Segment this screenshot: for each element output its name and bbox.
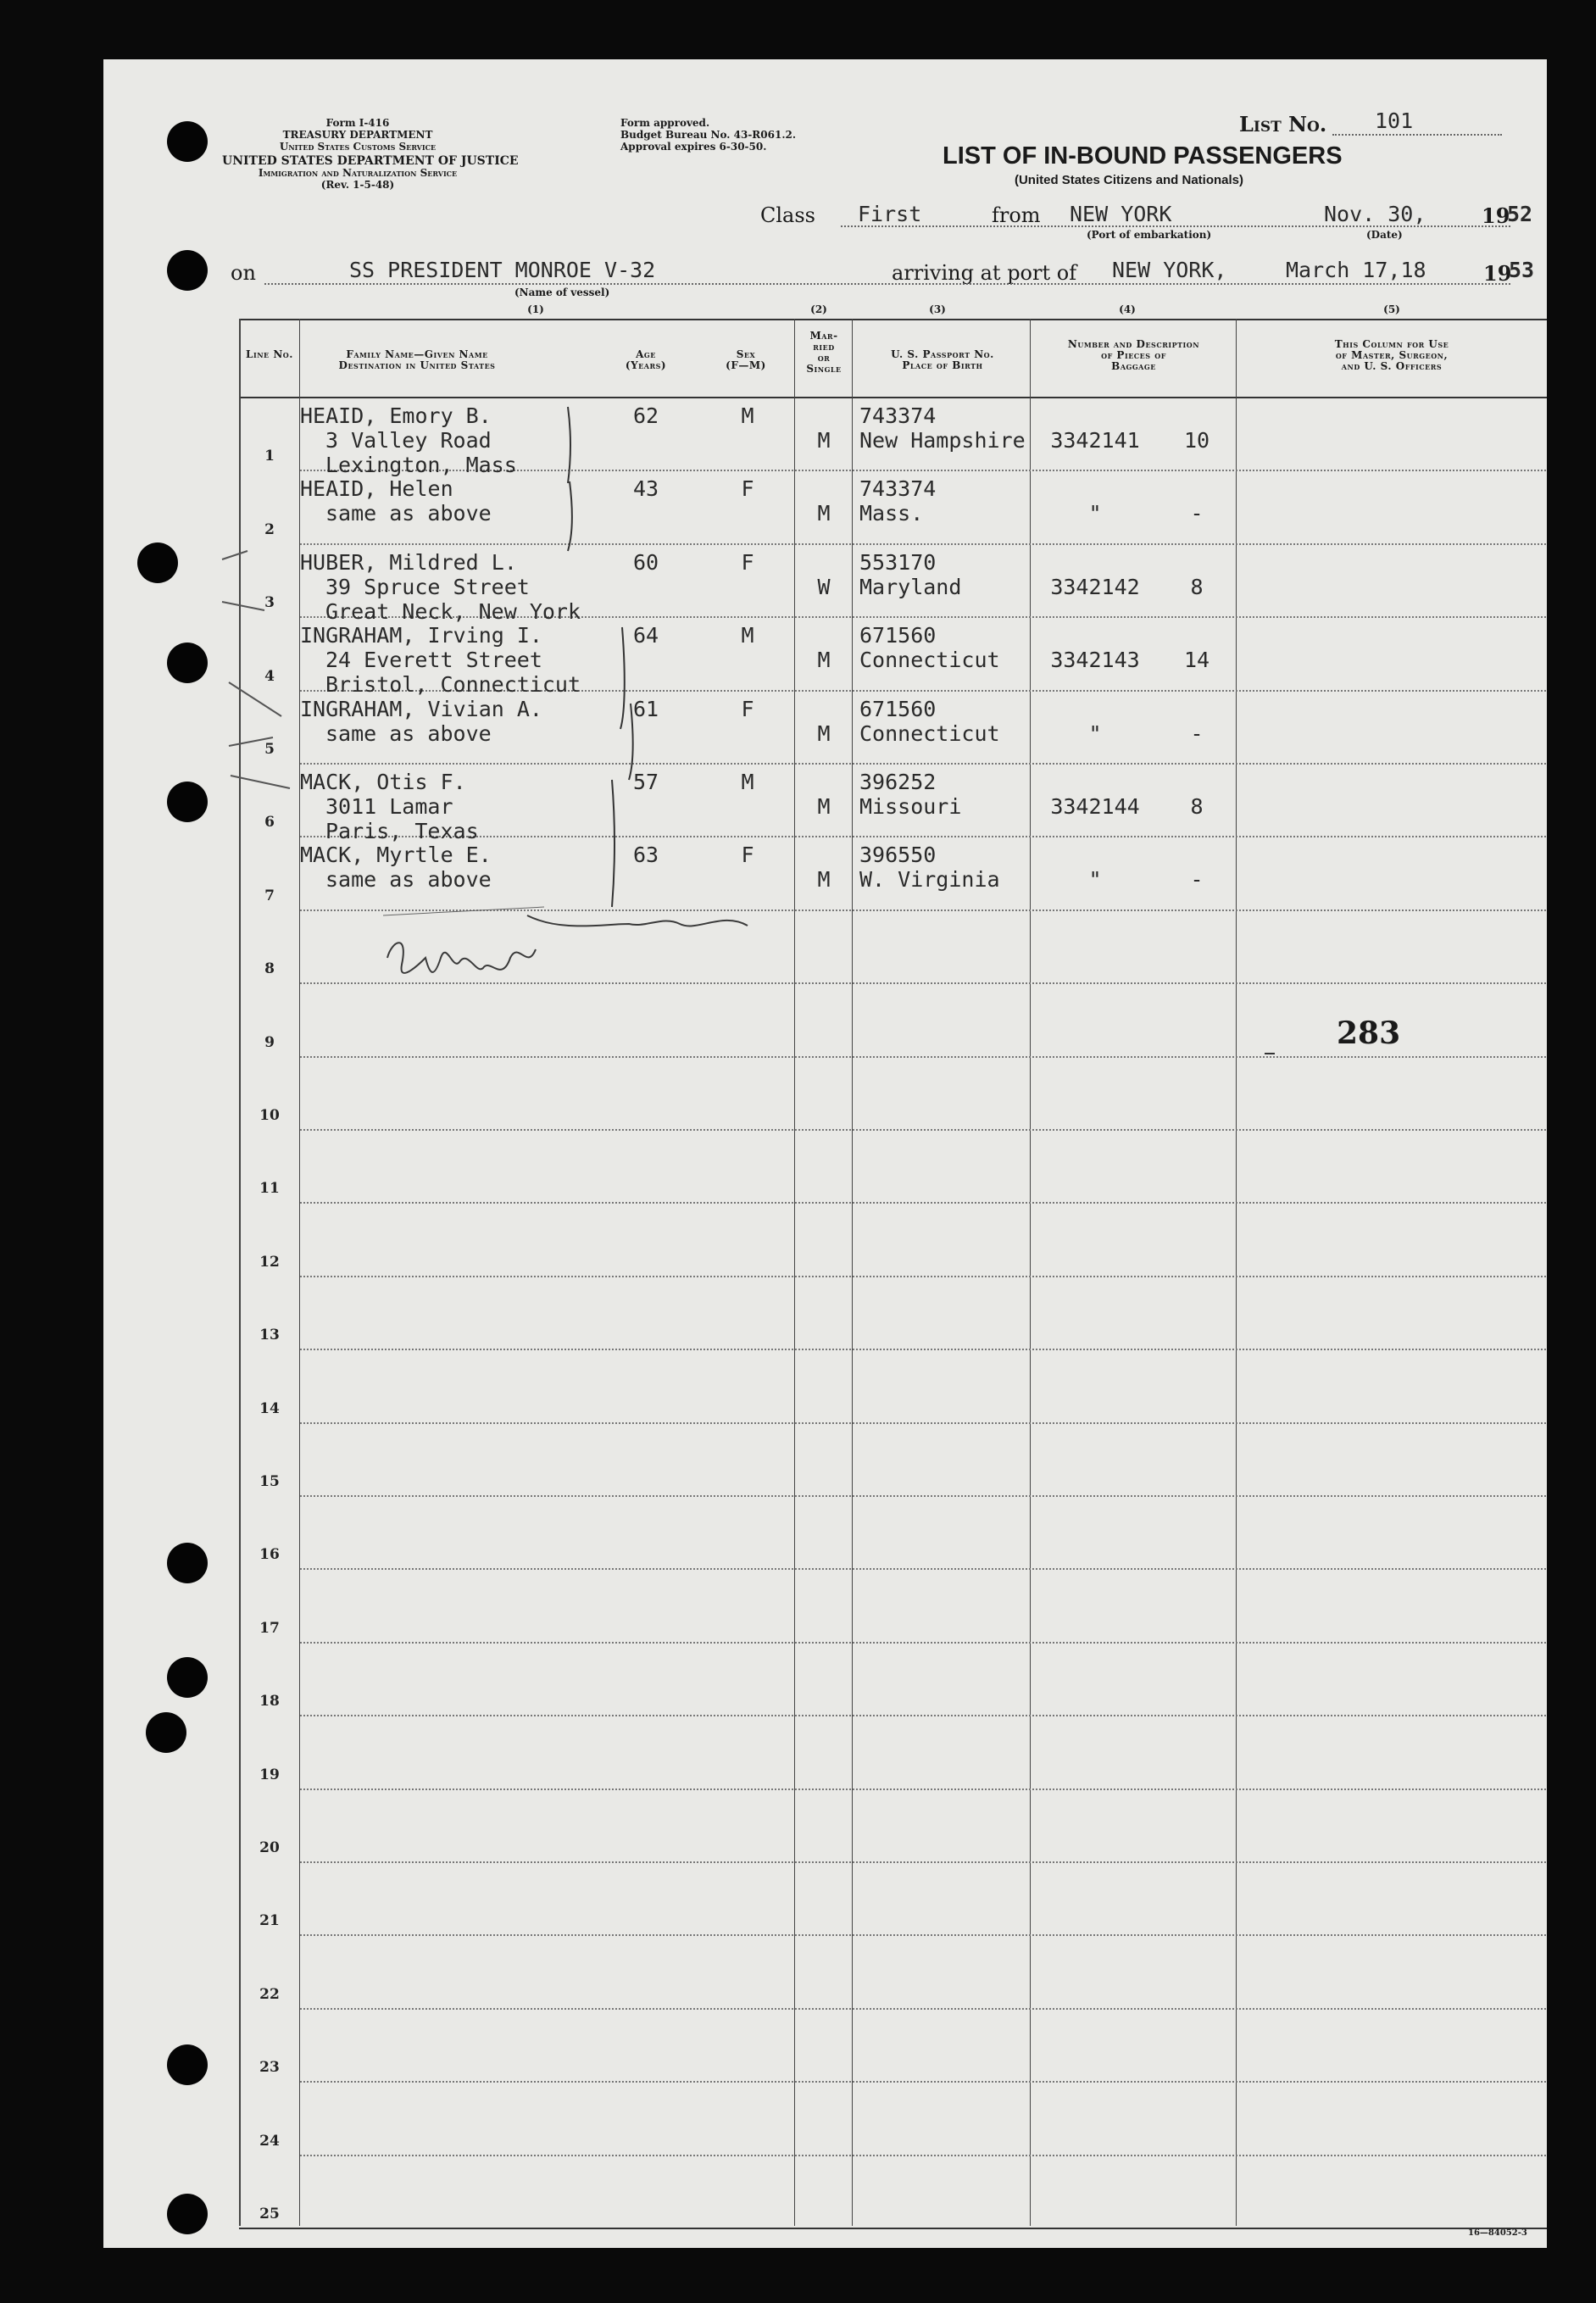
birthplace: Connecticut bbox=[859, 720, 1000, 746]
line-number: 9 bbox=[264, 1033, 275, 1051]
sailing-date: Nov. 30, bbox=[1324, 202, 1426, 226]
passenger-age: 57 bbox=[632, 770, 659, 794]
passenger-name: INGRAHAM, Vivian A. bbox=[300, 696, 542, 721]
baggage-number: 3342142 bbox=[1050, 574, 1140, 599]
baggage-pieces: 8 bbox=[1190, 794, 1204, 819]
passenger-age: 63 bbox=[632, 843, 659, 868]
col-header-line-no: Line No. bbox=[246, 348, 293, 360]
col-num-1: (1) bbox=[527, 303, 544, 315]
vessel-name: SS PRESIDENT MONROE V-32 bbox=[349, 258, 656, 282]
class-value: First bbox=[858, 202, 922, 226]
class-label: Class bbox=[760, 203, 815, 227]
line-number: 15 bbox=[259, 1473, 280, 1490]
passenger-sex: M bbox=[741, 623, 754, 648]
line-number: 14 bbox=[259, 1399, 280, 1417]
birthplace: Maryland bbox=[859, 574, 962, 599]
birthplace: W. Virginia bbox=[859, 867, 1000, 893]
on-label: on bbox=[231, 261, 256, 285]
baggage-pieces: - bbox=[1190, 867, 1204, 893]
handwritten-marks bbox=[103, 59, 1547, 2248]
col-num-4: (4) bbox=[1119, 303, 1136, 315]
line-number: 22 bbox=[259, 1985, 280, 2003]
line-number: 1 bbox=[264, 448, 275, 465]
col-header-passport: U. S. Passport No. Place of Birth bbox=[891, 348, 994, 371]
form-number: Form I-416 bbox=[325, 117, 390, 129]
date-label: (Date) bbox=[1366, 229, 1403, 241]
line-number: 3 bbox=[264, 594, 275, 612]
passport-number: 743374 bbox=[859, 476, 937, 502]
page-subtitle: (United States Citizens and Nationals) bbox=[1014, 173, 1244, 187]
justice-dept: UNITED STATES DEPARTMENT OF JUSTICE bbox=[222, 154, 519, 168]
from-value: NEW YORK bbox=[1070, 202, 1172, 226]
passport-number: 396252 bbox=[859, 770, 937, 794]
birthplace: Connecticut bbox=[859, 648, 1000, 673]
passenger-address-1: 24 Everett Street bbox=[325, 648, 542, 673]
passenger-age: 60 bbox=[632, 549, 659, 575]
passport-number: 743374 bbox=[859, 403, 937, 428]
birthplace: Missouri bbox=[859, 794, 962, 819]
approval-expires: Approval expires 6-30-50. bbox=[620, 141, 767, 153]
line-number: 5 bbox=[264, 741, 275, 758]
passenger-address-1: 3011 Lamar bbox=[325, 794, 453, 819]
col-header-age: Age (Years) bbox=[625, 348, 667, 371]
footer-code: 16—84052-3 bbox=[1468, 2228, 1527, 2238]
col-header-name: Family Name—Given Name Destination in United States bbox=[338, 348, 496, 371]
col-header-sex: Sex (F—M) bbox=[726, 348, 766, 371]
col-header-officers: This Column for Use of Master, Surgeon, and U. S. Officers bbox=[1334, 338, 1449, 372]
passenger-marital-status: M bbox=[817, 501, 831, 526]
port-embarkation-label: (Port of embarkation) bbox=[1087, 229, 1212, 241]
passenger-age: 62 bbox=[632, 403, 659, 428]
from-label: from bbox=[992, 203, 1041, 227]
passenger-age: 61 bbox=[632, 696, 659, 721]
passenger-sex: M bbox=[741, 770, 754, 794]
baggage-pieces: 8 bbox=[1190, 574, 1204, 599]
passenger-marital-status: M bbox=[817, 867, 831, 893]
customs-service: United States Customs Service bbox=[279, 141, 437, 153]
line-number: 11 bbox=[259, 1180, 280, 1198]
arriving-label: arriving at port of bbox=[892, 261, 1077, 285]
baggage-pieces: - bbox=[1190, 720, 1204, 746]
line-number: 20 bbox=[259, 1839, 280, 1856]
birthplace: Mass. bbox=[859, 501, 924, 526]
treasury-dept: TREASURY DEPARTMENT bbox=[282, 129, 433, 141]
line-number: 25 bbox=[259, 2206, 280, 2222]
passenger-sex: F bbox=[741, 549, 754, 575]
birthplace: New Hampshire bbox=[859, 428, 1026, 453]
line-number: 18 bbox=[259, 1693, 280, 1711]
passenger-name: MACK, Myrtle E. bbox=[300, 843, 492, 868]
passenger-age: 64 bbox=[632, 623, 659, 648]
passenger-marital-status: M bbox=[817, 428, 831, 453]
passenger-address-2: Bristol, Connecticut bbox=[325, 672, 581, 698]
line-number: 23 bbox=[259, 2059, 280, 2077]
passenger-sex: F bbox=[741, 476, 754, 502]
baggage-number: 3342143 bbox=[1050, 648, 1140, 673]
passenger-marital-status: W bbox=[817, 574, 831, 599]
passenger-name: HEAID, Emory B. bbox=[300, 403, 492, 428]
year2-prefix: 19 bbox=[1483, 261, 1512, 286]
col-num-5: (5) bbox=[1383, 303, 1400, 315]
revision: (Rev. 1-5-48) bbox=[320, 179, 395, 191]
col-header-baggage: Number and Description of Pieces of Baggage bbox=[1067, 338, 1200, 372]
passenger-address-2: Paris, Texas bbox=[325, 819, 479, 843]
form-approved: Form approved. bbox=[620, 117, 710, 129]
baggage-number: " bbox=[1088, 501, 1102, 526]
passport-number: 553170 bbox=[859, 549, 937, 575]
passenger-sex: F bbox=[741, 843, 754, 868]
vessel-name-label: (Name of vessel) bbox=[514, 286, 610, 298]
passenger-address-1: same as above bbox=[325, 720, 492, 746]
line-number: 4 bbox=[264, 667, 275, 685]
page-title: LIST OF IN-BOUND PASSENGERS bbox=[943, 142, 1343, 170]
passenger-name: HEAID, Helen bbox=[300, 476, 453, 502]
passenger-marital-status: M bbox=[817, 720, 831, 746]
passenger-address-1: same as above bbox=[325, 501, 492, 526]
baggage-number: 3342144 bbox=[1050, 794, 1140, 819]
line-number: 7 bbox=[264, 887, 275, 904]
line-number: 17 bbox=[259, 1619, 280, 1637]
passenger-age: 43 bbox=[632, 476, 659, 502]
list-no-label: List No. bbox=[1239, 112, 1327, 136]
passenger-address-1: 39 Spruce Street bbox=[325, 574, 530, 599]
passport-number: 671560 bbox=[859, 623, 937, 648]
year1-prefix: 19 bbox=[1482, 203, 1510, 228]
line-number: 2 bbox=[264, 520, 275, 538]
line-number: 6 bbox=[264, 814, 275, 832]
baggage-pieces: - bbox=[1190, 501, 1204, 526]
stamp-number: 283 bbox=[1337, 1015, 1401, 1051]
passenger-sex: F bbox=[741, 696, 754, 721]
passenger-address-1: 3 Valley Road bbox=[325, 428, 492, 453]
ins-service: Immigration and Naturalization Service bbox=[258, 167, 458, 179]
passenger-sex: M bbox=[741, 403, 754, 428]
passport-number: 396550 bbox=[859, 843, 937, 868]
col-header-married: Mar- ried or Single bbox=[806, 330, 842, 375]
manifest-sheet bbox=[103, 59, 1547, 2248]
passenger-address-2: Lexington, Mass bbox=[325, 453, 517, 477]
passenger-name: HUBER, Mildred L. bbox=[300, 549, 517, 575]
line-number: 12 bbox=[259, 1253, 280, 1271]
baggage-pieces: 14 bbox=[1183, 648, 1210, 673]
line-number: 13 bbox=[259, 1327, 280, 1344]
year2-value: 53 bbox=[1509, 258, 1535, 282]
line-number: 8 bbox=[264, 960, 275, 978]
col-num-3: (3) bbox=[929, 303, 946, 315]
passenger-name: INGRAHAM, Irving I. bbox=[300, 623, 542, 648]
baggage-number: 3342141 bbox=[1050, 428, 1140, 453]
passenger-name: MACK, Otis F. bbox=[300, 770, 466, 794]
passenger-marital-status: M bbox=[817, 794, 831, 819]
baggage-number: " bbox=[1088, 867, 1102, 893]
passport-number: 671560 bbox=[859, 696, 937, 721]
passenger-address-1: same as above bbox=[325, 867, 492, 893]
arrival-date: March 17,18 bbox=[1286, 258, 1426, 282]
year1-value: 52 bbox=[1507, 202, 1533, 226]
list-no-value: 101 bbox=[1375, 108, 1414, 133]
baggage-number: " bbox=[1088, 720, 1102, 746]
line-number: 21 bbox=[259, 1912, 280, 1930]
passenger-address-2: Great Neck, New York bbox=[325, 598, 581, 624]
line-number: 10 bbox=[259, 1107, 280, 1124]
line-number: 24 bbox=[259, 2132, 280, 2150]
col-num-2: (2) bbox=[810, 303, 827, 315]
line-number: 16 bbox=[259, 1546, 280, 1564]
budget-bureau: Budget Bureau No. 43-R061.2. bbox=[620, 129, 797, 141]
baggage-pieces: 10 bbox=[1183, 428, 1210, 453]
line-number: 19 bbox=[259, 1766, 280, 1783]
passenger-marital-status: M bbox=[817, 648, 831, 673]
arrival-port: NEW YORK, bbox=[1112, 258, 1227, 282]
